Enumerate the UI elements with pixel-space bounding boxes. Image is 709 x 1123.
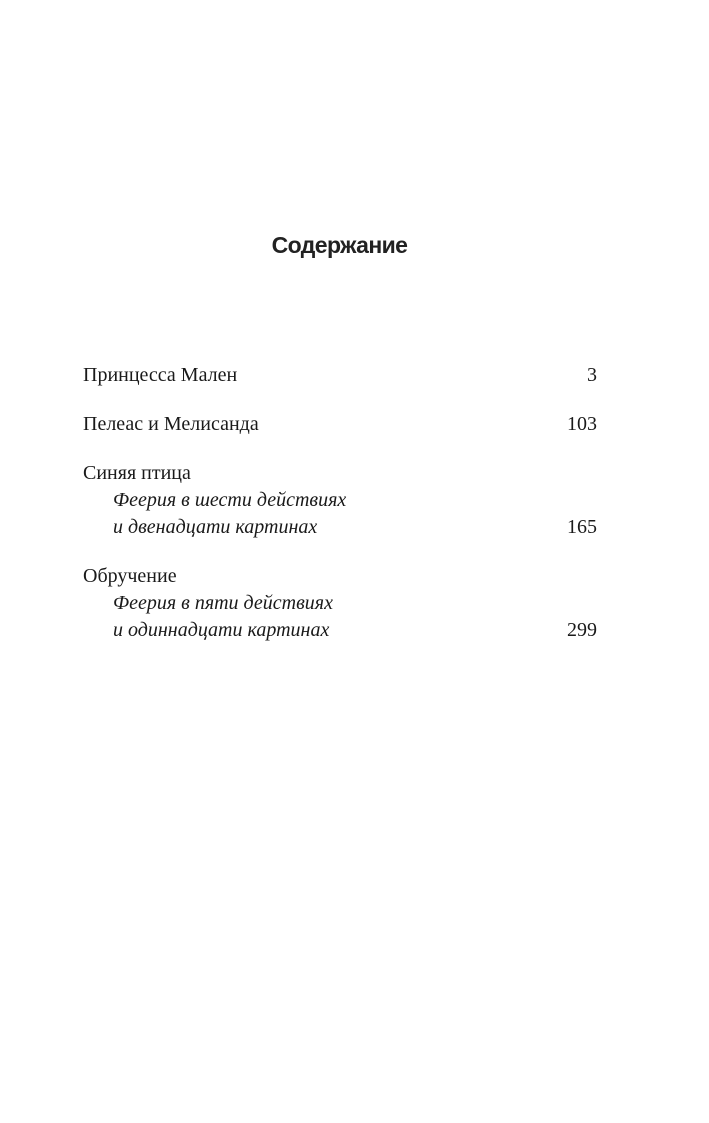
toc-entry-title: Синяя птица bbox=[83, 462, 191, 484]
toc-entry-subtitle: Феерия в шести действиях bbox=[113, 489, 347, 511]
toc-entry-subtitle: и двенадцати картинах bbox=[113, 516, 318, 538]
toc-entry-title: Принцесса Мален bbox=[83, 364, 238, 386]
toc-entry-page-number: 165 bbox=[567, 516, 597, 538]
toc-entry-page-number: 3 bbox=[587, 364, 597, 386]
toc-entry-subtitle: Феерия в пяти действиях bbox=[113, 592, 333, 614]
toc-entry-title: Обручение bbox=[83, 565, 177, 587]
toc-entry-subtitle: и одиннадцати картинах bbox=[113, 619, 330, 641]
toc-entry-title: Пелеас и Мелисанда bbox=[83, 413, 259, 435]
toc-entry[interactable] bbox=[83, 460, 597, 541]
toc-entry[interactable] bbox=[83, 411, 597, 438]
toc-entry-page-number: 103 bbox=[567, 413, 597, 435]
toc-entry[interactable] bbox=[83, 563, 597, 644]
table-of-contents bbox=[83, 362, 597, 666]
page-title: Содержание bbox=[271, 232, 408, 258]
toc-entry-page-number: 299 bbox=[567, 619, 597, 641]
toc-entry[interactable] bbox=[83, 362, 597, 389]
